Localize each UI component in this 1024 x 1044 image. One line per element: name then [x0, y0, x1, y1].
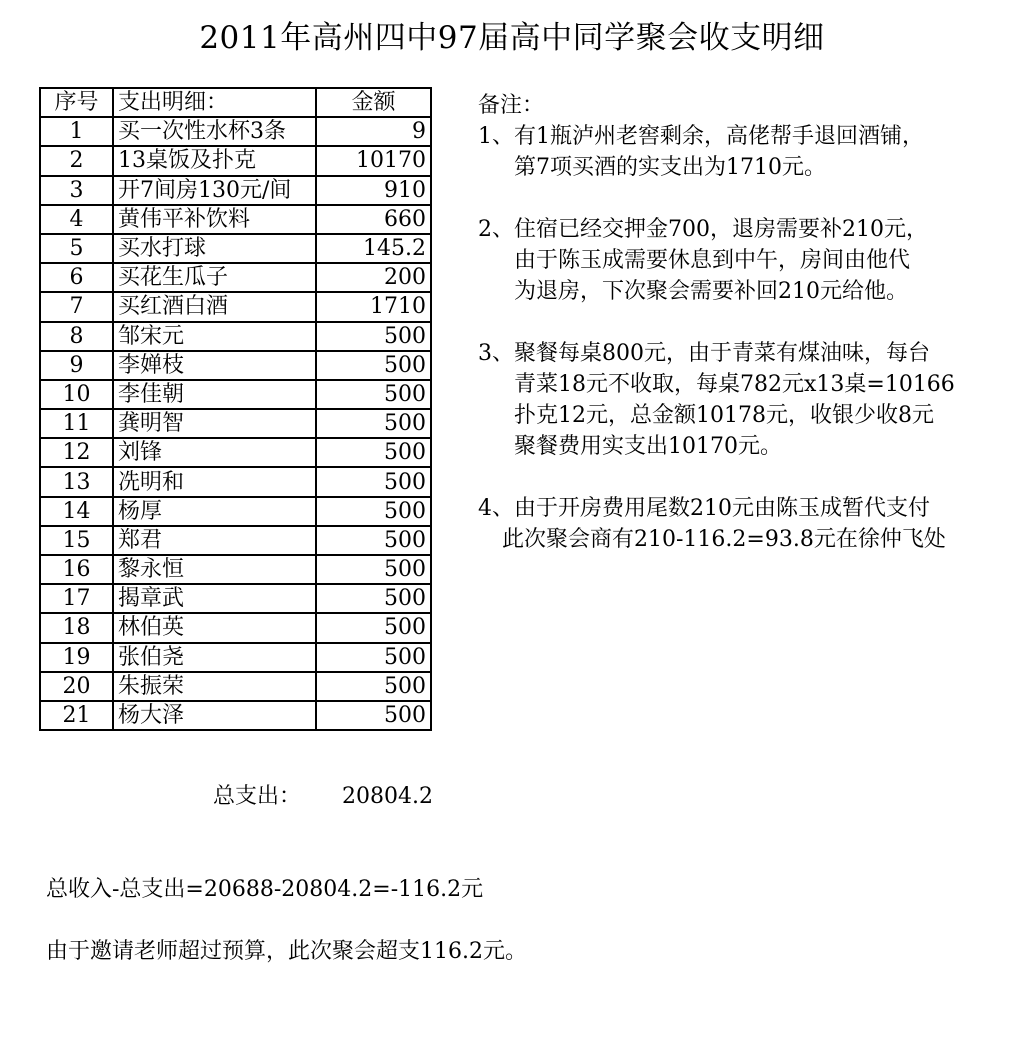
row-amount: 145.2 — [316, 234, 431, 263]
total-expense-label: 总支出： — [213, 784, 302, 809]
table-row — [40, 497, 431, 526]
overspend-explanation: 由于邀请老师超过预算，此次聚会超支116.2元。 — [46, 939, 527, 964]
note-item — [478, 214, 1008, 307]
note-spacer — [478, 307, 1008, 338]
row-amount: 500 — [316, 467, 431, 496]
row-index: 19 — [40, 643, 113, 672]
note-item — [478, 338, 1008, 462]
header-description: 支出明细： — [113, 88, 316, 117]
table-row — [40, 467, 431, 496]
row-description: 揭章武 — [113, 584, 316, 613]
note-line: 4、由于开房费用尾数210元由陈玉成暂代支付 — [478, 496, 930, 521]
row-index: 21 — [40, 701, 113, 730]
row-description: 买一次性水杯3条 — [113, 117, 316, 146]
table-row — [40, 701, 431, 730]
row-amount: 500 — [316, 672, 431, 701]
row-amount: 500 — [316, 701, 431, 730]
table-row — [40, 409, 431, 438]
table-row — [40, 117, 431, 146]
row-description: 李佳朝 — [113, 380, 316, 409]
row-amount: 500 — [316, 351, 431, 380]
row-amount: 660 — [316, 205, 431, 234]
row-description: 13桌饭及扑克 — [113, 146, 316, 175]
table-row — [40, 146, 431, 175]
row-amount: 500 — [316, 438, 431, 467]
table-row — [40, 322, 431, 351]
note-item — [478, 493, 1008, 555]
row-description: 张伯尧 — [113, 643, 316, 672]
note-line: 2、住宿已经交押金700，退房需要补210元， — [478, 217, 928, 242]
row-index: 6 — [40, 263, 113, 292]
row-description: 开7间房130元/间 — [113, 176, 316, 205]
row-amount: 500 — [316, 613, 431, 642]
row-index: 8 — [40, 322, 113, 351]
table-row — [40, 263, 431, 292]
notes-section — [478, 90, 1008, 555]
expense-table — [39, 87, 432, 731]
row-amount: 1710 — [316, 292, 431, 321]
table-row — [40, 584, 431, 613]
table-row — [40, 351, 431, 380]
note-line: 3、聚餐每桌800元，由于青菜有煤油味，每台 — [478, 341, 930, 366]
row-index: 1 — [40, 117, 113, 146]
row-description: 买水打球 — [113, 234, 316, 263]
row-description: 李婵枝 — [113, 351, 316, 380]
row-description: 邹宋元 — [113, 322, 316, 351]
row-amount: 10170 — [316, 146, 431, 175]
row-amount: 500 — [316, 322, 431, 351]
row-index: 3 — [40, 176, 113, 205]
row-amount: 200 — [316, 263, 431, 292]
row-description: 黄伟平补饮料 — [113, 205, 316, 234]
note-item — [478, 121, 1008, 183]
table-row — [40, 672, 431, 701]
table-row — [40, 613, 431, 642]
row-amount: 910 — [316, 176, 431, 205]
note-line: 此次聚会商有210-116.2=93.8元在徐仲飞处 — [502, 527, 946, 552]
row-index: 16 — [40, 555, 113, 584]
balance-line: 总收入-总支出=20688-20804.2=-116.2元 — [46, 877, 484, 902]
row-amount: 9 — [316, 117, 431, 146]
note-line: 青菜18元不收取，每桌782元x13桌=10166 — [514, 372, 955, 397]
row-description: 买红酒白酒 — [113, 292, 316, 321]
notes-heading: 备注： — [478, 93, 545, 118]
row-description: 朱振荣 — [113, 672, 316, 701]
row-description: 杨大泽 — [113, 701, 316, 730]
row-index: 20 — [40, 672, 113, 701]
row-index: 4 — [40, 205, 113, 234]
row-amount: 500 — [316, 526, 431, 555]
table-row — [40, 526, 431, 555]
row-description: 买花生瓜子 — [113, 263, 316, 292]
table-row — [40, 438, 431, 467]
row-index: 15 — [40, 526, 113, 555]
table-row — [40, 292, 431, 321]
row-amount: 500 — [316, 380, 431, 409]
note-line: 第7项买酒的实支出为1710元。 — [514, 155, 826, 180]
row-index: 12 — [40, 438, 113, 467]
row-amount: 500 — [316, 643, 431, 672]
note-line: 由于陈玉成需要休息到中午，房间由他代 — [514, 248, 911, 273]
row-index: 7 — [40, 292, 113, 321]
row-description: 刘锋 — [113, 438, 316, 467]
table-row — [40, 380, 431, 409]
row-index: 17 — [40, 584, 113, 613]
page-title: 2011年高州四中97届高中同学聚会收支明细 — [199, 20, 825, 56]
table-row — [40, 555, 431, 584]
row-amount: 500 — [316, 497, 431, 526]
row-index: 11 — [40, 409, 113, 438]
row-description: 黎永恒 — [113, 555, 316, 584]
row-amount: 500 — [316, 409, 431, 438]
note-line: 扑克12元，总金额10178元，收银少收8元 — [514, 403, 934, 428]
row-description: 杨厚 — [113, 497, 316, 526]
row-description: 龚明智 — [113, 409, 316, 438]
notes-list — [478, 121, 1008, 555]
row-amount: 500 — [316, 584, 431, 613]
table-header-row — [40, 88, 431, 117]
header-amount: 金额 — [316, 88, 431, 117]
table-row — [40, 205, 431, 234]
note-line: 1、有1瓶泸州老窖剩余，高佬帮手退回酒铺， — [478, 124, 924, 149]
note-line: 为退房，下次聚会需要补回210元给他。 — [514, 279, 908, 304]
header-index: 序号 — [40, 88, 113, 117]
row-index: 14 — [40, 497, 113, 526]
row-index: 13 — [40, 467, 113, 496]
note-spacer — [478, 462, 1008, 493]
row-index: 2 — [40, 146, 113, 175]
row-description: 冼明和 — [113, 467, 316, 496]
row-description: 郑君 — [113, 526, 316, 555]
row-index: 9 — [40, 351, 113, 380]
row-index: 5 — [40, 234, 113, 263]
total-expense-value: 20804.2 — [342, 784, 433, 809]
row-amount: 500 — [316, 555, 431, 584]
row-index: 10 — [40, 380, 113, 409]
note-line: 聚餐费用实支出10170元。 — [514, 434, 782, 459]
row-index: 18 — [40, 613, 113, 642]
table-row — [40, 234, 431, 263]
table-row — [40, 643, 431, 672]
note-spacer — [478, 183, 1008, 214]
row-description: 林伯英 — [113, 613, 316, 642]
table-row — [40, 176, 431, 205]
